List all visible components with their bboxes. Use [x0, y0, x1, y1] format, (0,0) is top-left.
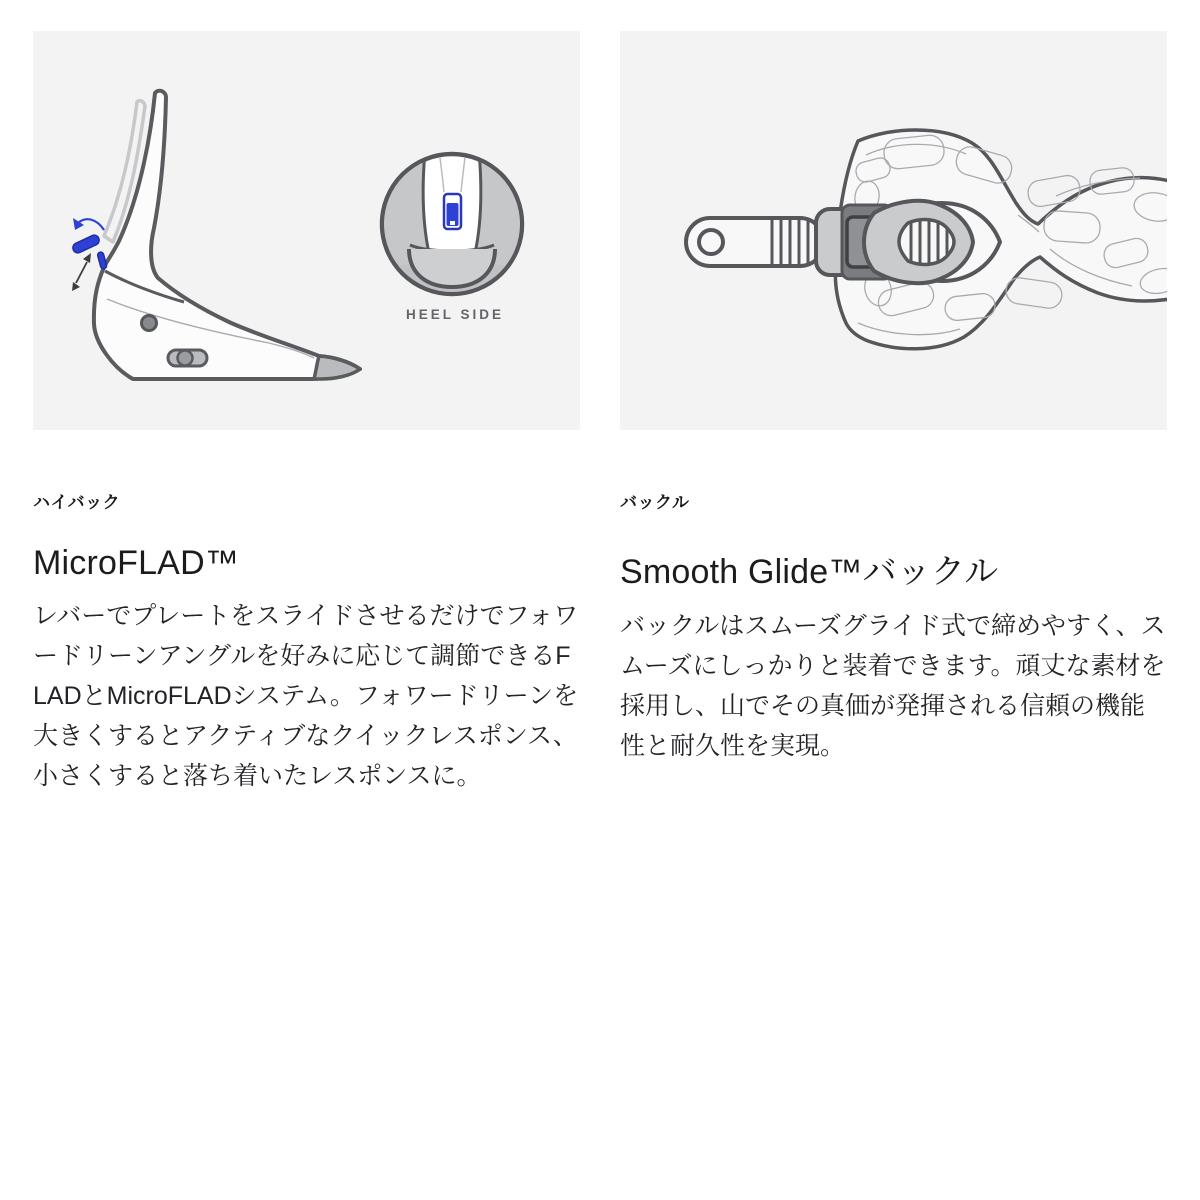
category-label: バックル	[620, 493, 690, 512]
toe-ramp	[314, 356, 360, 379]
feature-description: レバーでプレートをスライドさせるだけでフォワードリーンアングルを好みに応じて調節できるFLADとMicroFLADシステム。フォワードリーンを大きくするとアクティブなクイックレスポンス、小さくすると落ち着いたレスポンスに。	[33, 602, 579, 790]
heel-slider-notch	[450, 221, 455, 225]
feature-section-highback	[33, 31, 580, 796]
category-label: ハイバック	[33, 493, 121, 512]
buckle-figure-panel	[620, 31, 1167, 430]
buckle-illustration	[620, 31, 1167, 430]
feature-section-buckle	[620, 31, 1167, 796]
highback-illustration	[33, 31, 580, 430]
heel-side-inset	[378, 146, 526, 322]
feature-title: Smooth Glide™バックル	[620, 553, 999, 591]
strap-hole	[699, 230, 723, 254]
baseplate-screw	[142, 316, 157, 331]
slide-range-arrowhead-top	[83, 253, 91, 263]
highback-figure-panel	[33, 31, 580, 430]
lever-pivot	[97, 251, 107, 269]
heel-side-caption: HEEL SIDE	[405, 307, 505, 322]
forward-lean-lever	[71, 234, 101, 255]
slide-range-arrowhead-bottom	[72, 282, 80, 291]
feature-description: バックルはスムーズグライド式で締めやすく、スムーズにしっかりと装着できます。頑丈な素材を採用し、山でその真価が発揮される信頼の機能性と耐久性を実現。	[620, 612, 1166, 760]
baseplate-slider-knob	[178, 351, 193, 366]
feature-title: MicroFLAD™	[33, 544, 240, 582]
slide-range-arrow	[76, 262, 87, 283]
